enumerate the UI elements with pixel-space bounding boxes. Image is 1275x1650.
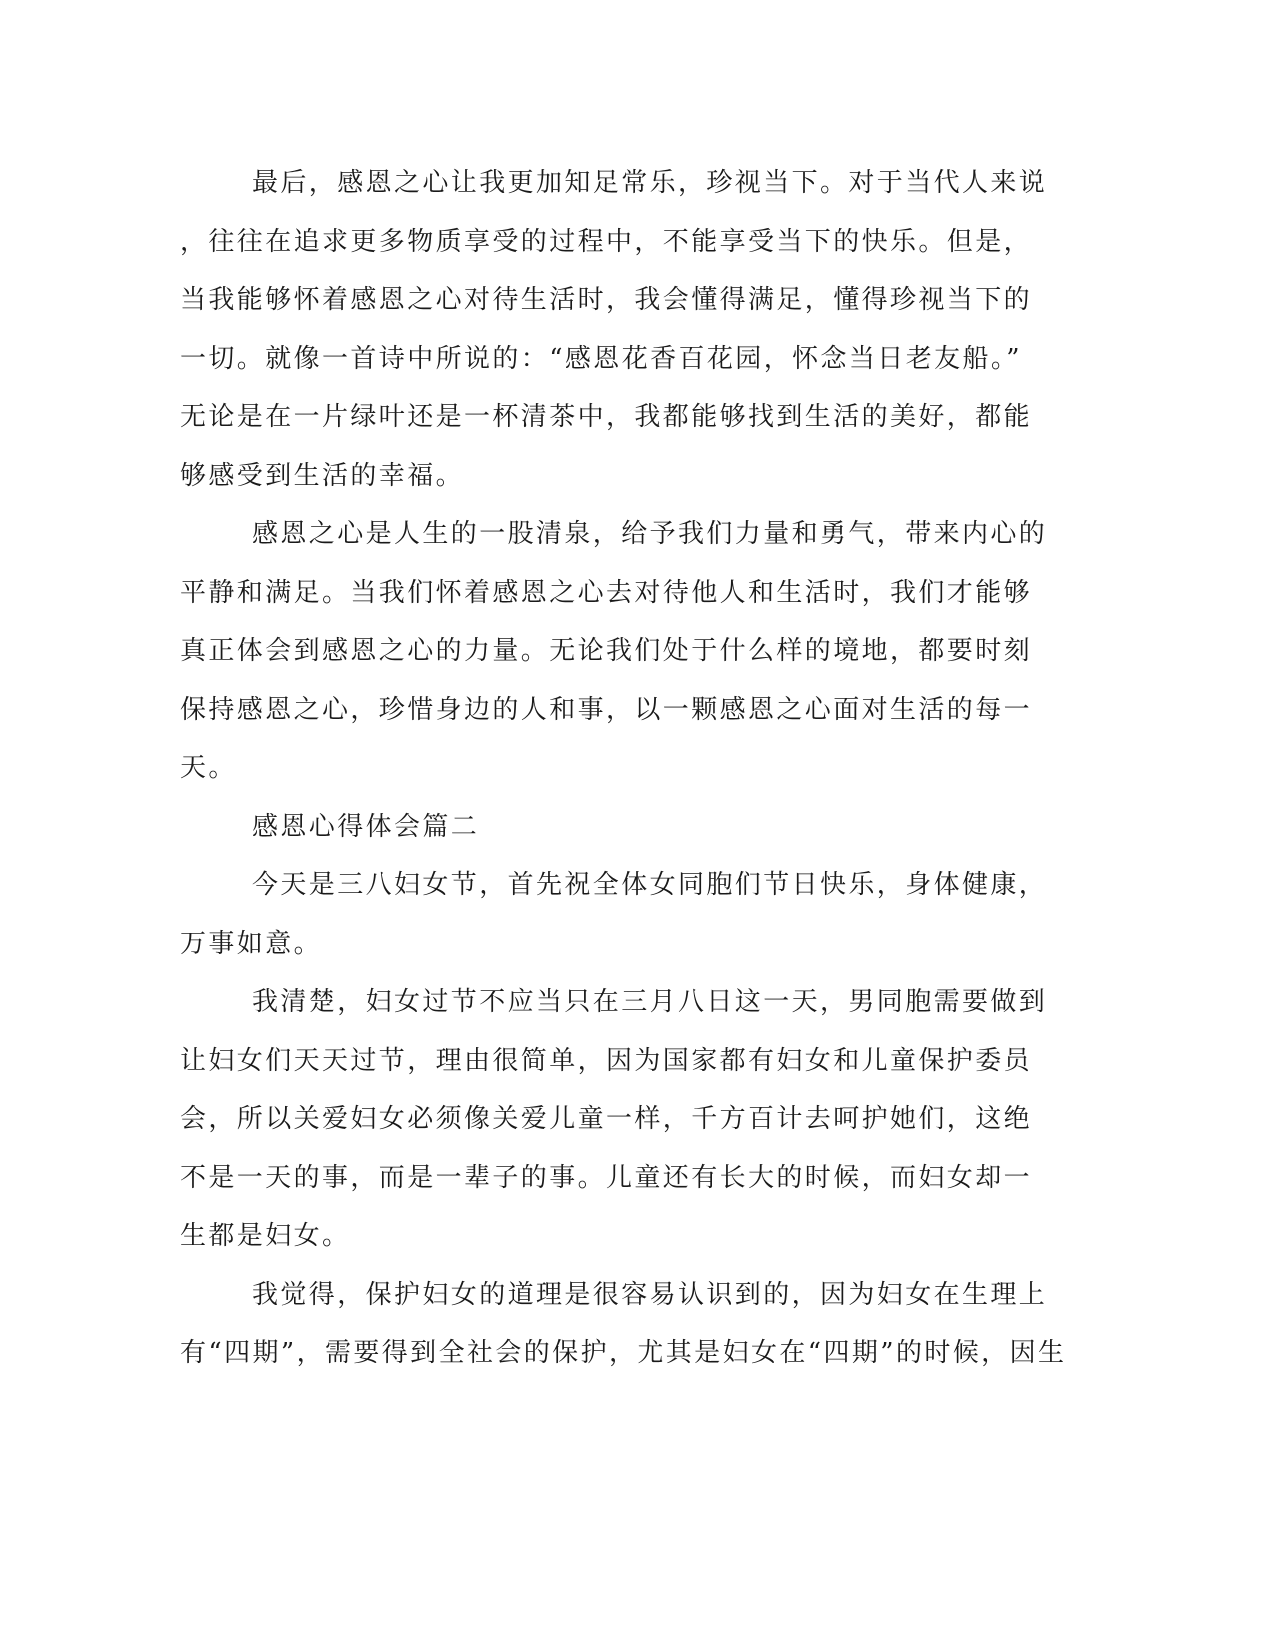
paragraph-2-line-4: 保持感恩之心，珍惜身边的人和事，以一颗感恩之心面对生活的每一: [180, 695, 1033, 725]
paragraph-3-line-2: 万事如意。: [180, 929, 323, 959]
paragraph-1-line-1: 最后，感恩之心让我更加知足常乐，珍视当下。对于当代人来说: [252, 168, 1048, 198]
paragraph-5-line-1: 我觉得，保护妇女的道理是很容易认识到的，因为妇女在生理上: [252, 1280, 1048, 1310]
section-heading: 感恩心得体会篇二: [252, 812, 480, 842]
paragraph-5-line-2: 有“四期”，需要得到全社会的保护，尤其是妇女在“四期”的时候，因生: [180, 1338, 1067, 1368]
paragraph-4-line-5: 生都是妇女。: [180, 1221, 351, 1251]
paragraph-2-line-5: 天。: [180, 753, 237, 783]
paragraph-1-line-3: 当我能够怀着感恩之心对待生活时，我会懂得满足，懂得珍视当下的: [180, 285, 1033, 315]
paragraph-4-line-2: 让妇女们天天过节，理由很简单，因为国家都有妇女和儿童保护委员: [180, 1046, 1033, 1076]
paragraph-2-line-2: 平静和满足。当我们怀着感恩之心去对待他人和生活时，我们才能够: [180, 578, 1033, 608]
paragraph-1-line-4: 一切。就像一首诗中所说的：“感恩花香百花园，怀念当日老友船。”: [180, 344, 1022, 374]
paragraph-3-line-1: 今天是三八妇女节，首先祝全体女同胞们节日快乐，身体健康，: [252, 870, 1048, 900]
paragraph-4-line-3: 会，所以关爱妇女必须像关爱儿童一样，千方百计去呵护她们，这绝: [180, 1104, 1033, 1134]
paragraph-4-line-1: 我清楚，妇女过节不应当只在三月八日这一天，男同胞需要做到: [252, 987, 1048, 1017]
paragraph-1-line-2: ，往往在追求更多物质享受的过程中，不能享受当下的快乐。但是，: [180, 227, 1033, 257]
paragraph-2-line-1: 感恩之心是人生的一股清泉，给予我们力量和勇气，带来内心的: [252, 519, 1048, 549]
paragraph-1-line-5: 无论是在一片绿叶还是一杯清茶中，我都能够找到生活的美好，都能: [180, 402, 1033, 432]
paragraph-2-line-3: 真正体会到感恩之心的力量。无论我们处于什么样的境地，都要时刻: [180, 636, 1033, 666]
paragraph-1-line-6: 够感受到生活的幸福。: [180, 461, 465, 491]
paragraph-4-line-4: 不是一天的事，而是一辈子的事。儿童还有长大的时候，而妇女却一: [180, 1163, 1033, 1193]
